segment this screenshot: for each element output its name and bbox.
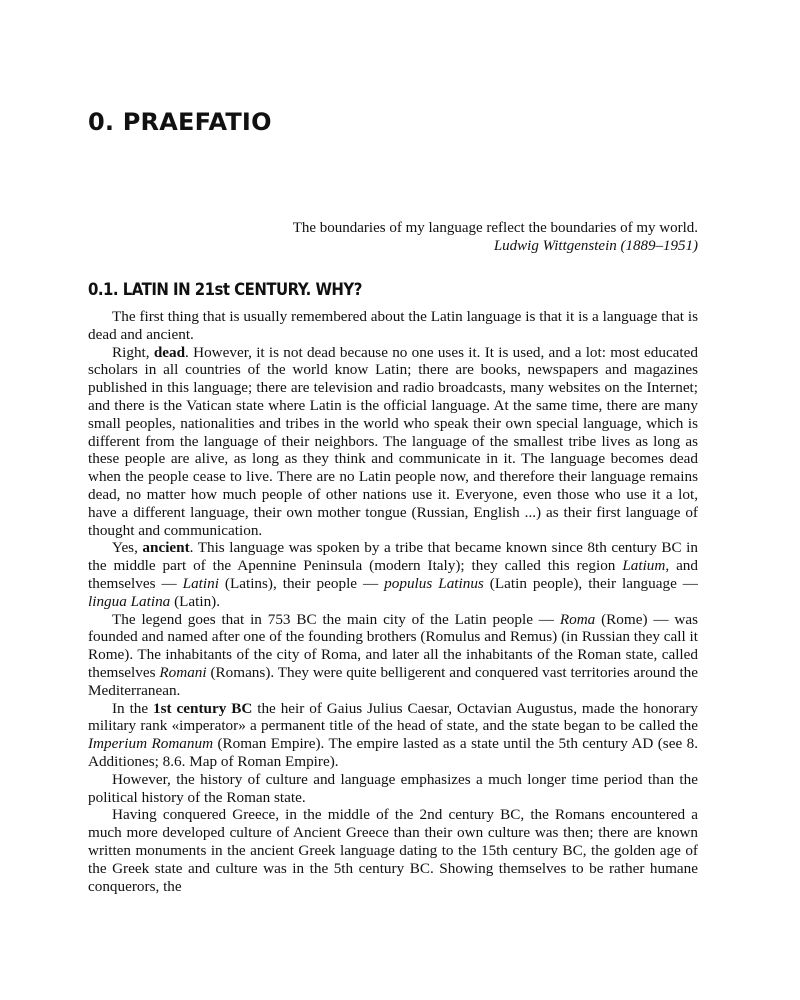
epigraph-attribution: Ludwig Wittgenstein (1889–1951) <box>493 238 698 254</box>
chapter-title: 0. PRAEFATIO <box>88 108 272 136</box>
term-latini: Latini <box>182 574 219 592</box>
page <box>88 0 698 1000</box>
section-title: 0.1. LATIN IN 21st CENTURY. WHY? <box>88 280 362 300</box>
epigraph <box>158 219 698 255</box>
paragraph: Having conquered Greece, in the middle of the 2nd century BC, the Romans encountered a much more developed culture of Ancient Greece than their own culture was then; there are known written monuments in the ancient Greek language dating to the 15th century BC, the golden age of the Greek state and culture was in the 5th century BC. Showing themselves to be rather humane conquerors, the <box>88 806 698 895</box>
paragraph: In the 1st century BC the heir of Gaius Julius Caesar, Octavian Augustus, made the honorary military rank «imperator» a permanent title of the head of state, and the state began to be called the Imperium Romanum (Roman Empire). The empire lasted as a state until the 5th century AD (see 8. Additiones; 8.6. Map of Roman Empire). <box>88 699 698 770</box>
emphasis-1st-century-bc: 1st century BC <box>153 699 253 717</box>
paragraph: However, the history of culture and language emphasizes a much longer time period than the political history of the Roman state. <box>88 770 698 806</box>
term-imperium-romanum: Imperium Romanum <box>88 735 214 753</box>
term-roma: Roma <box>559 610 596 628</box>
paragraph: The first thing that is usually remembered about the Latin language is that it is a language that is dead and ancient. <box>88 308 698 343</box>
term-romani: Romani <box>159 663 207 681</box>
emphasis-ancient: ancient <box>142 539 190 557</box>
term-latium: Latium <box>622 557 666 575</box>
epigraph-quote: The boundaries of my language reflect the boundaries of my world. <box>292 220 698 236</box>
paragraph: Right, dead. However, it is not dead because no one uses it. It is used, and a lot: most educated scholars in all countries of the world know Latin; there are books, newspapers and magazines published in this language; there are television and radio broadcasts, many websites on the Internet; and there is the Vatican state where Latin is the official language. At the same time, there are many small peoples, nationalities and tribes in the world who speak their own special language, which is different from the language of their neighbors. The language of the smallest tribe lives as long as these people are alive, as long as they think and communicate in it. The language becomes dead when the people cease to live. There are no Latin people now, and therefore their language remains dead, no matter how much people of other nations use it. Everyone, even those who use it a lot, have a different language, their own mother tongue (Russian, English ...) as their first language of thought and communication. <box>88 343 698 539</box>
term-lingua-latina: lingua Latina <box>88 592 171 610</box>
emphasis-dead: dead <box>153 343 186 361</box>
term-populus-latinus: populus Latinus <box>384 574 484 592</box>
paragraph: The legend goes that in 753 BC the main city of the Latin people — Roma (Rome) — was founded and named after one of the founding brothers (Romulus and Remus) (in Russian they call it Rome). The inhabitants of the city of Roma, and later all the inhabitants of the Roman state, called themselves Romani (Romans). They were quite belligerent and conquered vast territories around the Mediterranean. <box>88 610 698 699</box>
body-text <box>88 308 698 895</box>
paragraph: Yes, ancient. This language was spoken by a tribe that became known since 8th century BC in the middle part of the Apennine Peninsula (modern Italy); they called this region Latium, and themselves — Latini (Latins), their people — populus Latinus (Latin people), their language — lingua Latina (Latin). <box>88 539 698 610</box>
